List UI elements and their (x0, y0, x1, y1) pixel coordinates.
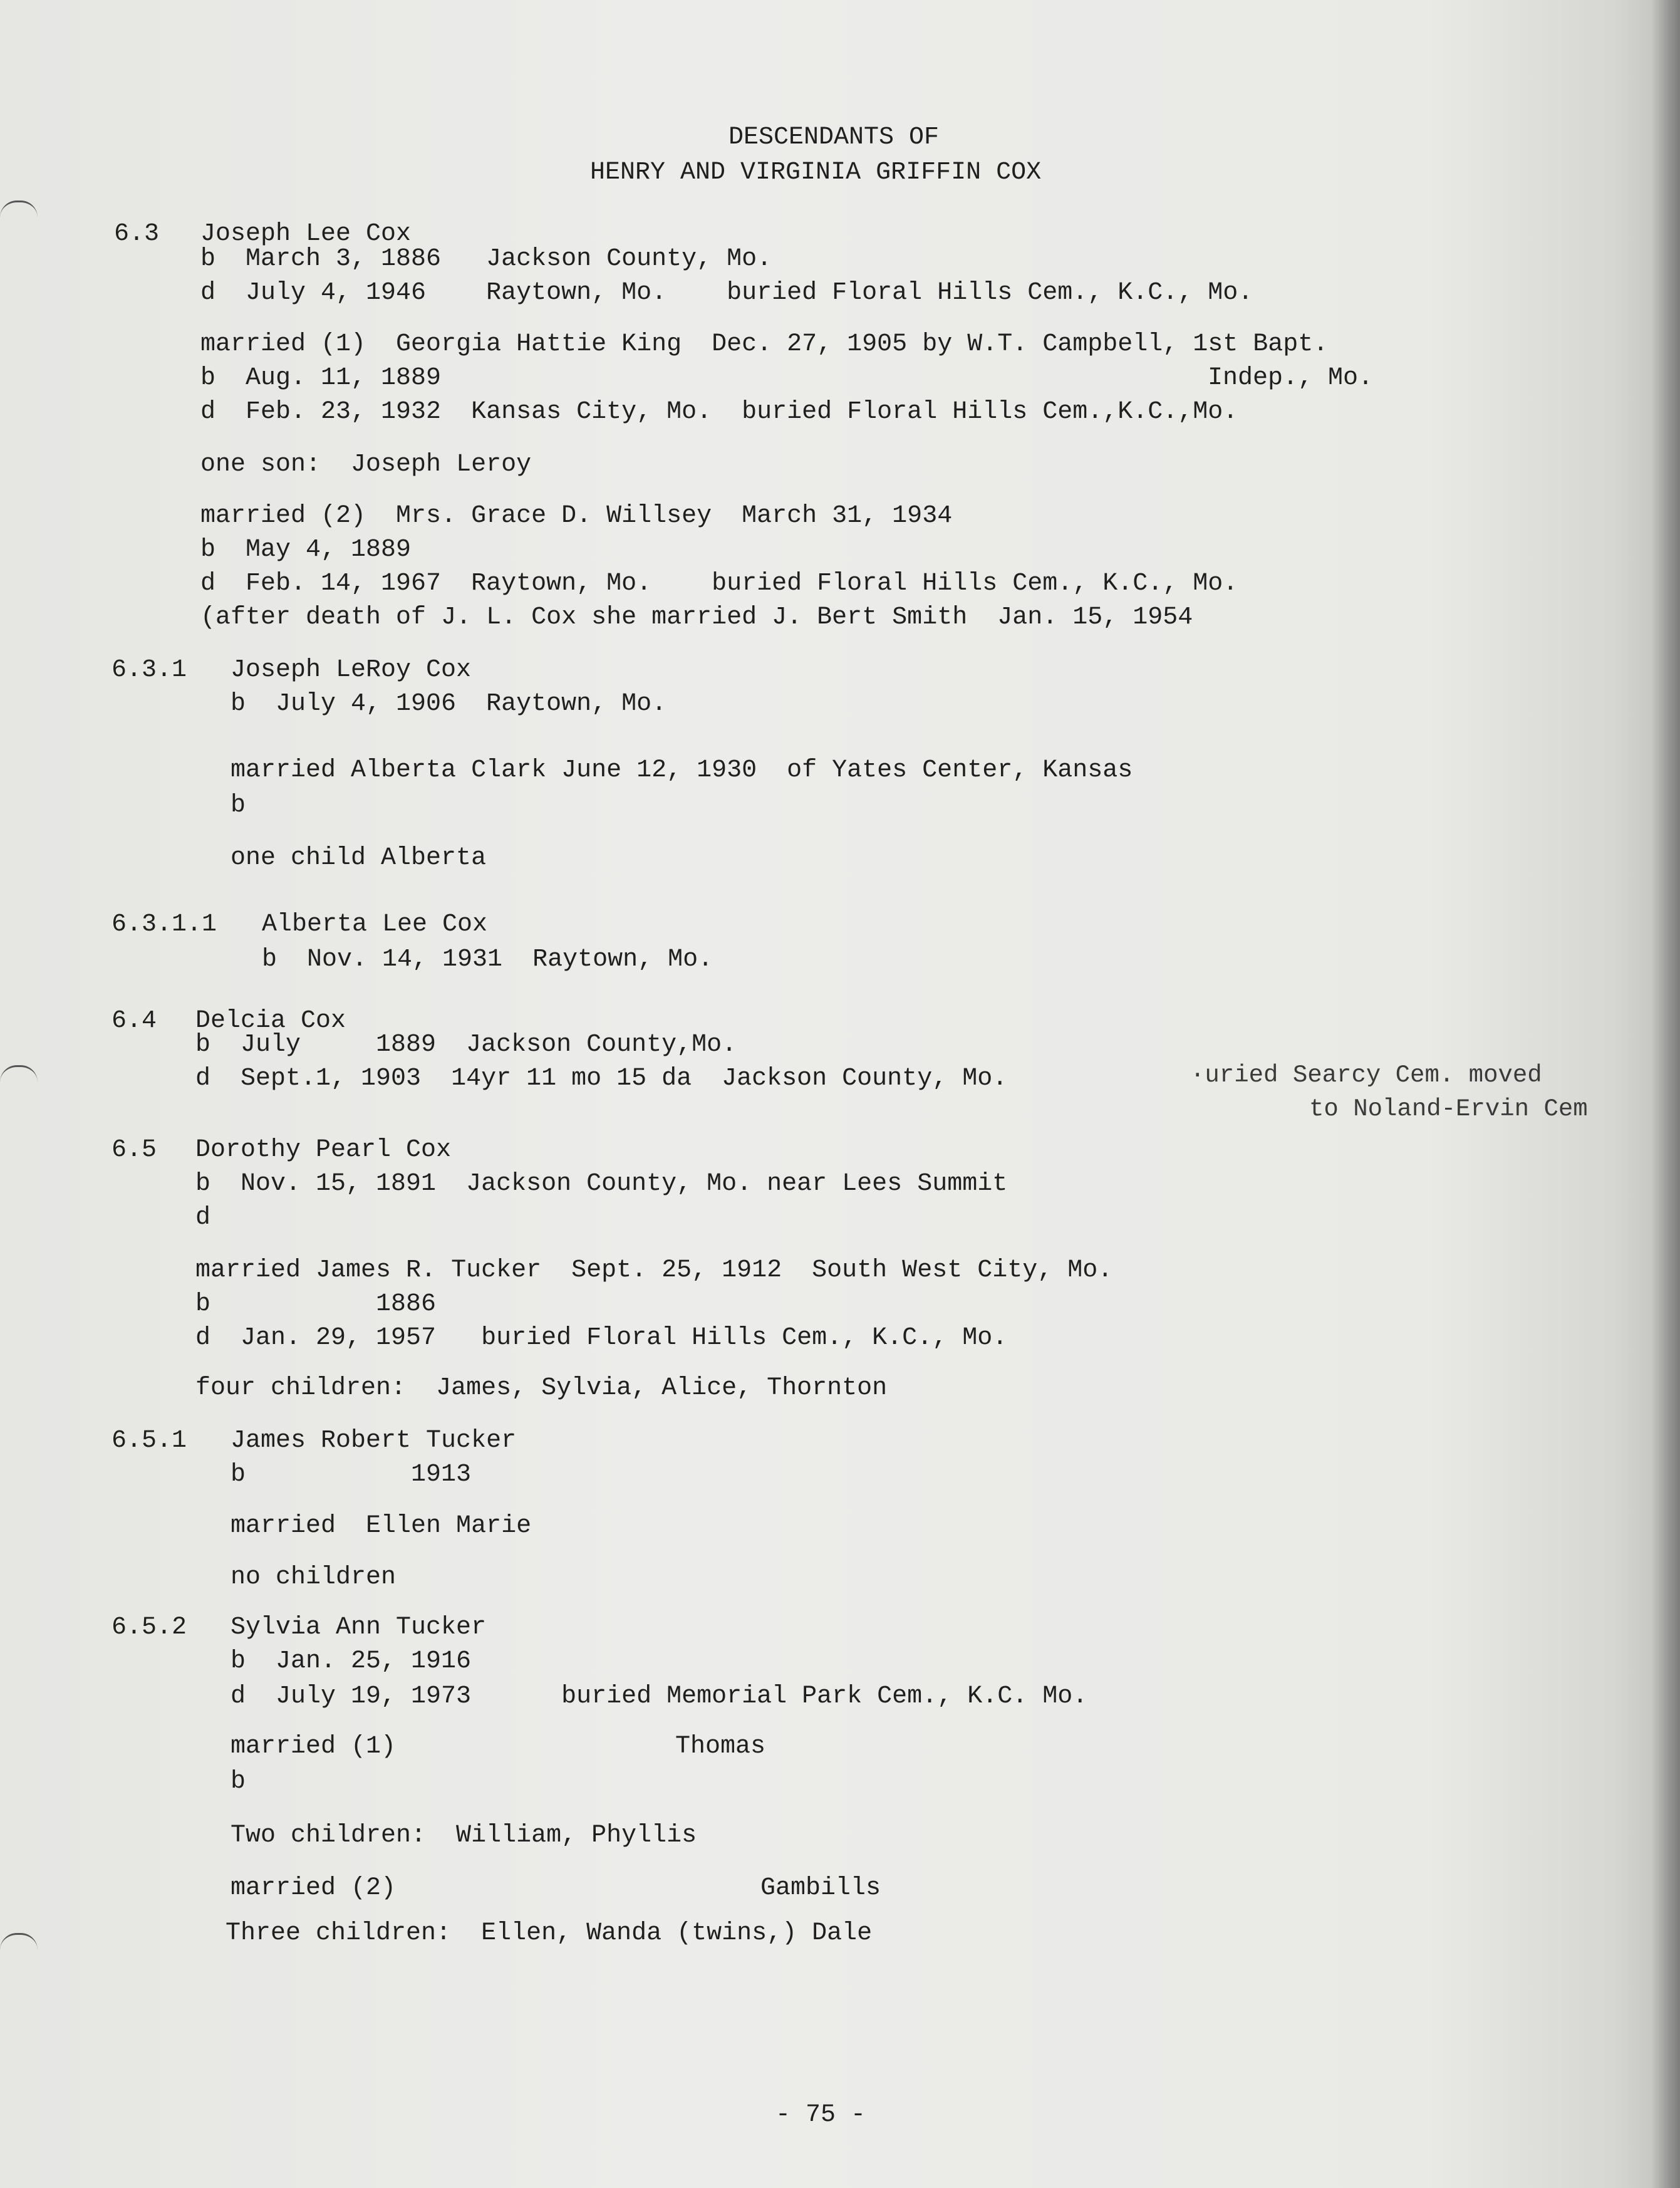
entry-line: married (1) (231, 1732, 397, 1761)
entry-line: Two children: William, Phyllis (231, 1821, 697, 1850)
entry-number: 6.3.1.1 (111, 910, 217, 939)
binding-mark (0, 1933, 38, 1950)
entry-line: b July 4, 1906 Raytown, Mo. (231, 690, 667, 718)
entry-line: d July 19, 1973 buried Memorial Park Cem., K.C. Mo. (231, 1682, 1088, 1711)
entry-line: b March 3, 1886 Jackson County, Mo. (200, 245, 772, 273)
entry-line: d Feb. 23, 1932 Kansas City, Mo. buried Floral Hills Cem.,K.C.,Mo. (200, 398, 1238, 426)
entry-line: Gambills (760, 1874, 881, 1902)
entry-line: one child Alberta (231, 844, 487, 872)
entry-line: b 1886 (195, 1290, 437, 1318)
entry-line: no children (231, 1563, 397, 1592)
entry-line: b (231, 791, 246, 820)
binding-mark (0, 1065, 38, 1082)
entry-line: one son: Joseph Leroy (200, 451, 532, 479)
entry-number: 6.5.1 (111, 1427, 187, 1455)
entry-name: Alberta Lee Cox (262, 910, 488, 939)
entry-line: b Aug. 11, 1889 (200, 364, 442, 392)
entry-line: d Sept.1, 1903 14yr 11 mo 15 da Jackson County, Mo. (195, 1065, 1008, 1093)
entry-line: d July 4, 1946 Raytown, Mo. buried Floral Hills Cem., K.C., Mo. (200, 279, 1253, 307)
page-edge-shadow (1651, 0, 1680, 2188)
entry-line: d (195, 1204, 211, 1232)
page-number: - 75 - (775, 2101, 866, 2129)
entry-line: b Nov. 15, 1891 Jackson County, Mo. near Lees Summit (195, 1170, 1008, 1198)
entry-number: 6.5.2 (111, 1613, 187, 1642)
binding-mark (0, 201, 38, 217)
entry-line: d Feb. 14, 1967 Raytown, Mo. buried Floral Hills Cem., K.C., Mo. (200, 570, 1238, 598)
entry-line: married (1) Georgia Hattie King Dec. 27, 1905 by W.T. Campbell, 1st Bapt. (200, 330, 1329, 358)
heading-line-2: HENRY AND VIRGINIA GRIFFIN COX (590, 159, 1042, 187)
entry-name: Delcia Cox (195, 1007, 346, 1035)
entry-line: Indep., Mo. (1208, 364, 1374, 392)
entry-line: Three children: Ellen, Wanda (twins,) Dale (226, 1919, 873, 1947)
entry-line: Thomas (675, 1732, 766, 1761)
entry-number: 6.3 (114, 220, 160, 248)
entry-line: four children: James, Sylvia, Alice, Thornton (195, 1374, 888, 1402)
entry-line: b Jan. 25, 1916 (231, 1647, 472, 1675)
entry-number: 6.3.1 (111, 656, 187, 684)
entry-name: Sylvia Ann Tucker (231, 1613, 487, 1642)
entry-line: b Nov. 14, 1931 Raytown, Mo. (262, 946, 713, 974)
entry-line: b (231, 1768, 246, 1796)
entry-line: (after death of J. L. Cox she married J. Bert Smith Jan. 15, 1954 (200, 603, 1193, 632)
entry-name: James Robert Tucker (231, 1427, 517, 1455)
entry-line: married James R. Tucker Sept. 25, 1912 South West City, Mo. (195, 1256, 1113, 1284)
entry-line: married (2) Mrs. Grace D. Willsey March 31, 1934 (200, 502, 953, 530)
heading-line-1: DESCENDANTS OF (729, 123, 940, 152)
entry-number: 6.4 (111, 1007, 157, 1035)
entry-name: Joseph Lee Cox (200, 220, 412, 248)
entry-name: Dorothy Pearl Cox (195, 1136, 452, 1164)
entry-line: b May 4, 1889 (200, 536, 412, 564)
entry-line: married Ellen Marie (231, 1512, 532, 1540)
entry-line: to Noland-Ervin Cem (1309, 1095, 1588, 1123)
entry-line: married (2) (231, 1874, 397, 1902)
entry-line: ·uried Searcy Cem. moved (1190, 1061, 1542, 1089)
entry-line: married Alberta Clark June 12, 1930 of Yates Center, Kansas (231, 756, 1133, 784)
entry-line: b July 1889 Jackson County,Mo. (195, 1031, 737, 1059)
entry-name: Joseph LeRoy Cox (231, 656, 472, 684)
entry-line: b 1913 (231, 1461, 472, 1489)
entry-number: 6.5 (111, 1136, 157, 1164)
entry-line: d Jan. 29, 1957 buried Floral Hills Cem., K.C., Mo. (195, 1324, 1008, 1352)
